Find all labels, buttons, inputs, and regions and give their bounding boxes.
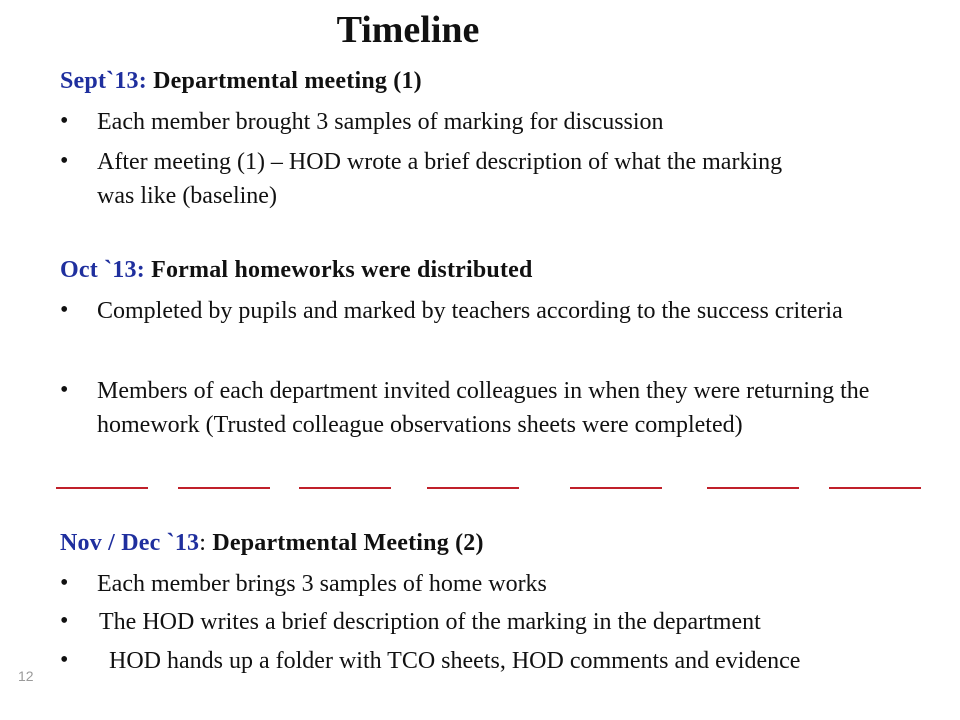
divider-segment [427, 487, 519, 489]
bullet-marker: • [60, 647, 69, 673]
divider-segment [829, 487, 921, 489]
bullet-marker: • [60, 297, 69, 323]
divider-segment [570, 487, 662, 489]
divider-segment [56, 487, 148, 489]
bullet-item: HOD hands up a folder with TCO sheets, HOD comments and evidence [109, 648, 801, 674]
slide-title: Timeline [336, 9, 480, 51]
bullet-marker: • [60, 377, 69, 403]
divider-segment [299, 487, 391, 489]
bullet-item: Members of each department invited colleagues in when they were returning the homework (Trusted colleague observations sheets were completed) [97, 378, 870, 438]
bullet-item: After meeting (1) – HOD wrote a brief description of what the marking was like (baseline) [97, 149, 783, 209]
section-date: Oct `13: [60, 257, 145, 283]
bullet-marker: • [60, 570, 69, 596]
bullet-item: Each member brings 3 samples of home works [97, 571, 547, 597]
section-date: Nov / Dec `13 [60, 530, 200, 556]
section-title: Formal homeworks were distributed [151, 257, 533, 283]
slide-number: 12 [18, 668, 34, 684]
section-heading [60, 68, 422, 95]
section-title: Departmental Meeting (2) [212, 530, 484, 556]
bullet-marker: • [60, 608, 69, 634]
section-heading [60, 257, 533, 284]
section-heading [60, 530, 484, 557]
bullet-marker: • [60, 108, 69, 134]
bullet-item: Completed by pupils and marked by teachers according to the success criteria [97, 298, 843, 324]
bullet-marker: • [60, 148, 69, 174]
bullet-item: Each member brought 3 samples of marking for discussion [97, 109, 664, 135]
section-title: Departmental meeting (1) [153, 68, 422, 94]
divider-segment [707, 487, 799, 489]
section-separator: : [199, 530, 207, 556]
section-date: Sept`13: [60, 68, 147, 94]
divider-segment [178, 487, 270, 489]
bullet-item: The HOD writes a brief description of the marking in the department [99, 609, 761, 635]
